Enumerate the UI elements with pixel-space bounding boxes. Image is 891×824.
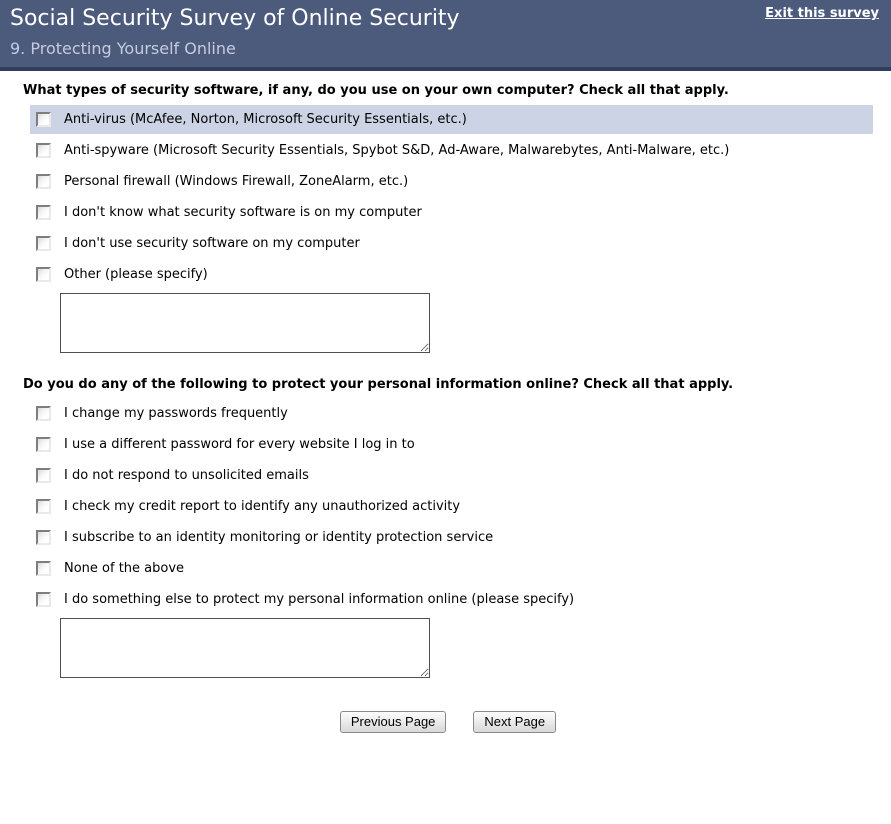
q2-checkbox-no-unsolicited-emails[interactable] [36, 468, 51, 483]
q2-option-row-none[interactable] [30, 554, 873, 583]
q1-option-row-other[interactable] [30, 260, 873, 289]
option-label: None of the above [64, 561, 185, 576]
q2-option-row-no-unsolicited-emails[interactable] [30, 461, 873, 490]
option-label: I don't use security software on my computer [64, 236, 360, 251]
survey-body [0, 71, 891, 733]
q1-other-specify-textarea[interactable] [60, 293, 430, 353]
question-2-heading: Do you do any of the following to protect your personal information online? Check all that apply. [23, 377, 734, 392]
option-label: I don't know what security software is on my computer [64, 205, 422, 220]
q2-other-specify-textarea[interactable] [60, 618, 430, 678]
q2-checkbox-something-else[interactable] [36, 592, 51, 607]
q2-option-row-identity-monitoring[interactable] [30, 523, 873, 552]
q1-checkbox-dont-use[interactable] [36, 236, 51, 251]
q1-checkbox-antivirus[interactable] [36, 112, 51, 127]
previous-page-button[interactable]: Previous Page [340, 711, 447, 733]
page-navigation [23, 711, 873, 733]
q2-checkbox-identity-monitoring[interactable] [36, 530, 51, 545]
next-page-button[interactable]: Next Page [473, 711, 556, 733]
option-label: I change my passwords frequently [64, 406, 288, 421]
survey-title: Social Security Survey of Online Security [10, 6, 460, 31]
q1-checkbox-antispyware[interactable] [36, 143, 51, 158]
exit-survey-link[interactable]: Exit this survey [765, 6, 879, 21]
q2-option-row-something-else[interactable] [30, 585, 873, 614]
q2-checkbox-none[interactable] [36, 561, 51, 576]
option-label: I do not respond to unsolicited emails [64, 468, 309, 483]
q2-checkbox-different-password[interactable] [36, 437, 51, 452]
question-1-heading: What types of security software, if any, do you use on your own computer? Check all that apply. [23, 83, 729, 98]
q1-checkbox-dont-know[interactable] [36, 205, 51, 220]
question-1 [23, 83, 873, 353]
q2-option-row-different-password[interactable] [30, 430, 873, 459]
option-label: I do something else to protect my personal information online (please specify) [64, 592, 575, 607]
page-section-title: 9. Protecting Yourself Online [10, 39, 236, 58]
option-label: Anti-virus (McAfee, Norton, Microsoft Security Essentials, etc.) [64, 112, 467, 127]
question-2 [23, 377, 873, 678]
q1-option-row-dont-use[interactable] [30, 229, 873, 258]
q1-option-row-antivirus[interactable] [30, 105, 873, 134]
q1-checkbox-other[interactable] [36, 267, 51, 282]
q1-option-row-dont-know[interactable] [30, 198, 873, 227]
option-label: Other (please specify) [64, 267, 208, 282]
q2-option-row-change-passwords[interactable] [30, 399, 873, 428]
q1-option-row-antispyware[interactable] [30, 136, 873, 165]
q2-checkbox-change-passwords[interactable] [36, 406, 51, 421]
q1-option-row-firewall[interactable] [30, 167, 873, 196]
option-label: I check my credit report to identify any unauthorized activity [64, 499, 461, 514]
option-label: I use a different password for every website I log in to [64, 437, 415, 452]
option-label: I subscribe to an identity monitoring or identity protection service [64, 530, 494, 545]
survey-header [0, 0, 891, 71]
q2-checkbox-credit-report[interactable] [36, 499, 51, 514]
q1-checkbox-firewall[interactable] [36, 174, 51, 189]
option-label: Anti-spyware (Microsoft Security Essentials, Spybot S&D, Ad-Aware, Malwarebytes, Anti-Malware, etc.) [64, 143, 730, 158]
q2-option-row-credit-report[interactable] [30, 492, 873, 521]
option-label: Personal firewall (Windows Firewall, ZoneAlarm, etc.) [64, 174, 409, 189]
